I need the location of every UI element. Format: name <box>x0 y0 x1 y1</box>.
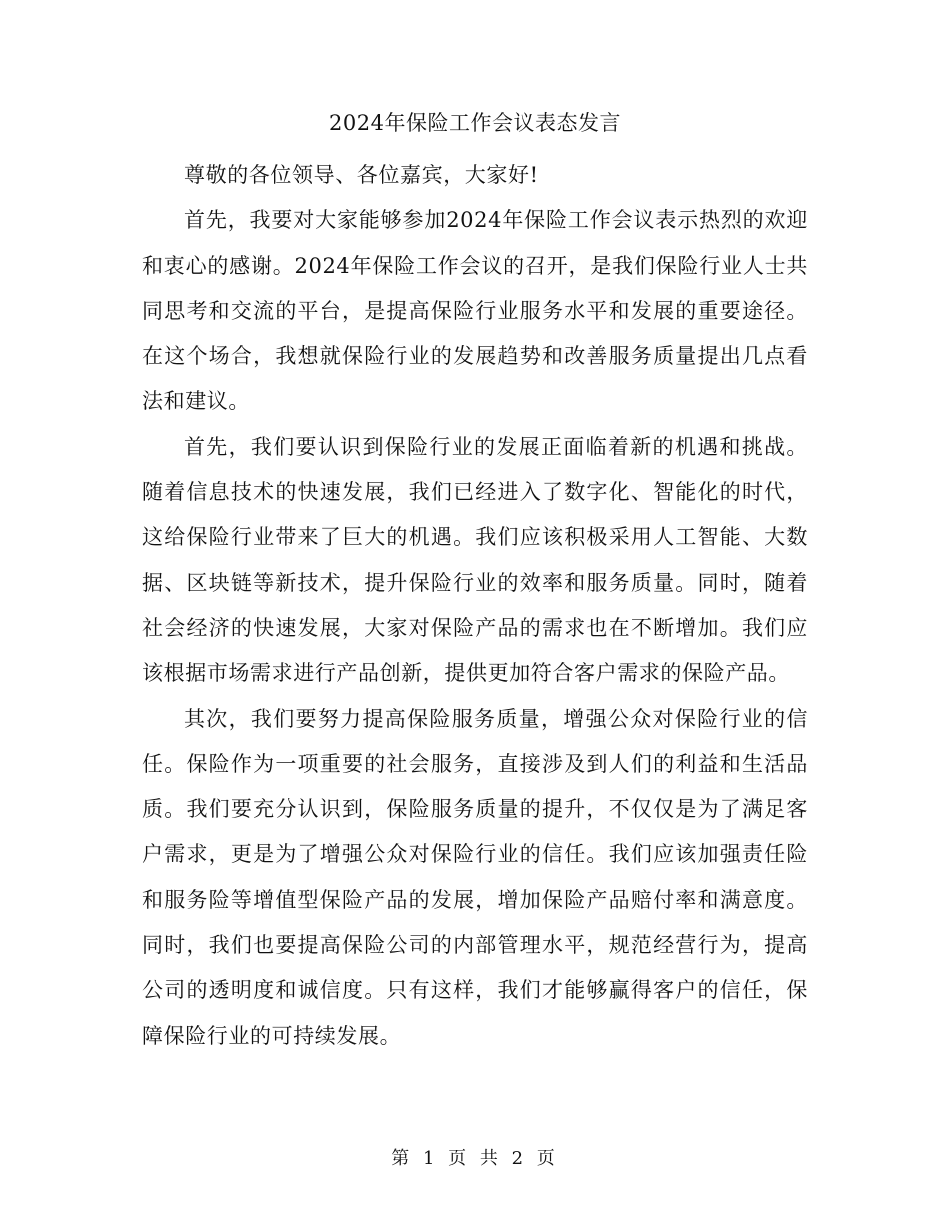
document-title: 2024年保险工作会议表态发言 <box>329 111 621 135</box>
document-body <box>142 153 808 1059</box>
body-paragraph: 其次，我们要努力提高保险服务质量，增强公众对保险行业的信任。保险作为一项重要的社会服务，直接涉及到人们的利益和生活品质。我们要充分认识到，保险服务质量的提升，不仅仅是为了满足客户需求，更是为了增强公众对保险行业的信任。我们应该加强责任险和服务险等增值型保险产品的发展，增加保险产品赔付率和满意度。同时，我们也要提高保险公司的内部管理水平，规范经营行为，提高公司的透明度和诚信度。只有这样，我们才能够赢得客户的信任，保障保险行业的可持续发展。 <box>142 706 808 1048</box>
body-paragraph: 首先，我们要认识到保险行业的发展正面临着新的机遇和挑战。随着信息技术的快速发展，我们已经进入了数字化、智能化的时代，这给保险行业带来了巨大的机遇。我们应该积极采用人工智能、大数据、区块链等新技术，提升保险行业的效率和服务质量。同时，随着社会经济的快速发展，大家对保险产品的需求也在不断增加。我们应该根据市场需求进行产品创新，提供更加符合客户需求的保险产品。 <box>142 434 808 686</box>
body-paragraph: 首先，我要对大家能够参加2024年保险工作会议表示热烈的欢迎和衷心的感谢。2024年保险工作会议的召开，是我们保险行业人士共同思考和交流的平台，是提高保险行业服务水平和发展的重要途径。在这个场合，我想就保险行业的发展趋势和改善服务质量提出几点看法和建议。 <box>142 208 808 414</box>
greeting-paragraph: 尊敬的各位领导、各位嘉宾，大家好! <box>184 163 539 187</box>
page-number-footer: 第 1 页 共 2 页 <box>391 1148 559 1169</box>
